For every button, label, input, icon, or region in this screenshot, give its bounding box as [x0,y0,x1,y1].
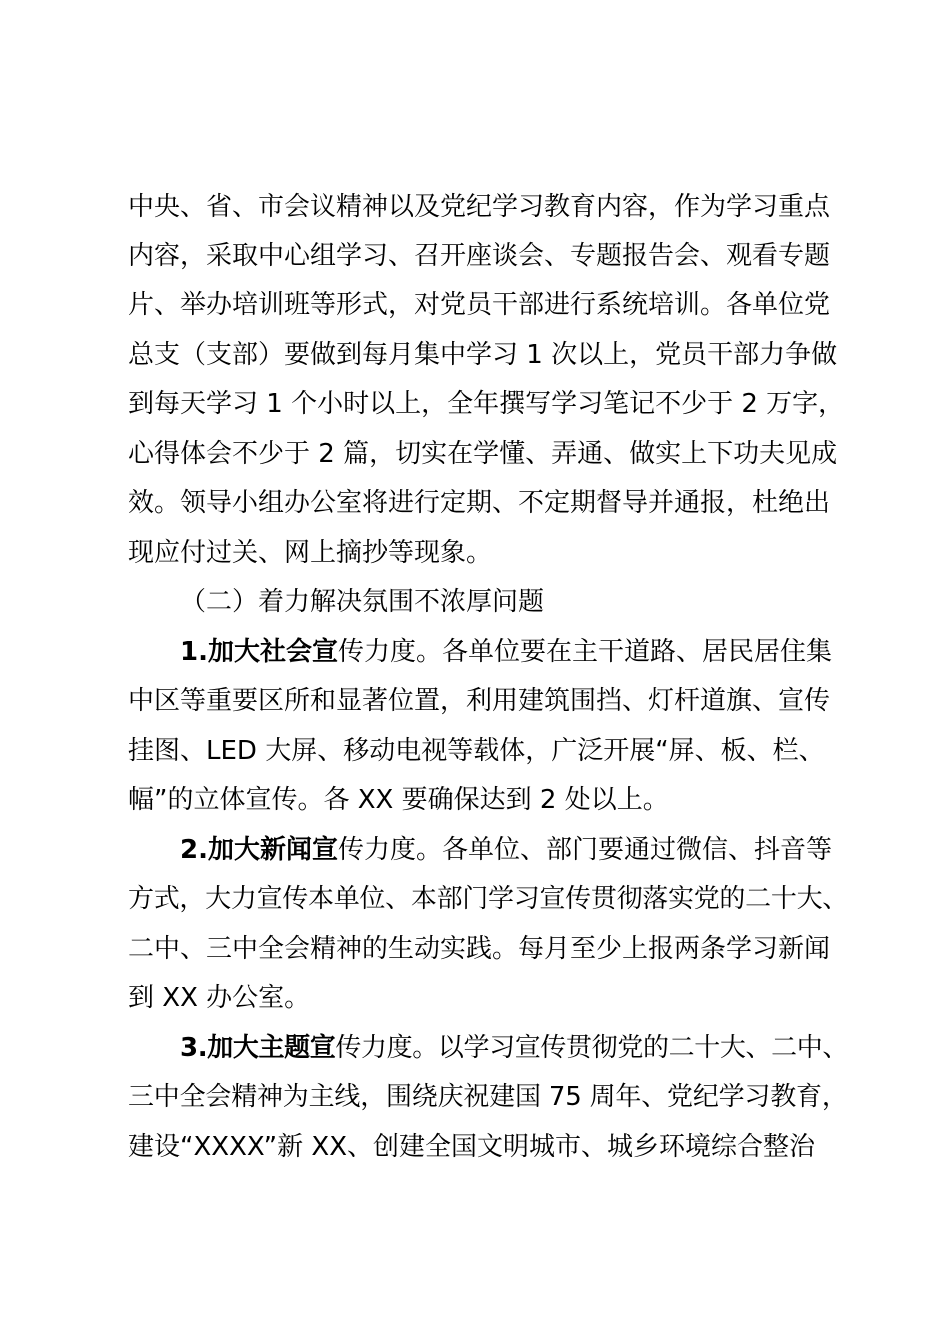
item-2-line-3: 二中、三中全会精神的生动实践。每月至少上报两条学习新闻 [128,934,831,964]
paragraph-line-5: 到每天学习 1 个小时以上，全年撰写学习笔记不少于 2 万字， [128,389,845,419]
item-1-first-line [180,635,848,669]
paragraph-line-3: 片、举办培训班等形式，对党员干部进行系统培训。各单位党 [128,290,831,320]
item-2-first-line [180,833,848,867]
item-3-rest: 传力度。以学习宣传贯彻党的二十大、二中、 [335,1033,848,1063]
item-3-line-2: 三中全会精神为主线，围绕庆祝建国 75 周年、党纪学习教育， [128,1082,848,1112]
item-3-line-3: 建设“XXXX”新 XX、创建全国文明城市、城乡环境综合整治 [128,1132,816,1162]
paragraph-line-7: 效。领导小组办公室将进行定期、不定期督导并通报，杜绝出 [128,488,831,518]
item-1-line-4: 幅”的立体宣传。各 XX 要确保达到 2 处以上。 [128,785,669,815]
item-2-lead: 2.加大新闻宣 [180,835,338,865]
paragraph-line-6: 心得体会不少于 2 篇，切实在学懂、弄通、做实上下功夫见成 [128,439,838,469]
paragraph-line-4: 总支（支部）要做到每月集中学习 1 次以上，党员干部力争做 [128,340,838,370]
paragraph-line-2: 内容，采取中心组学习、召开座谈会、专题报告会、观看专题 [128,241,831,271]
paragraph-line-8: 现应付过关、网上摘抄等现象。 [128,538,493,568]
item-2-line-4: 到 XX 办公室。 [128,983,311,1013]
item-1-rest: 传力度。各单位要在主干道路、居民居住集 [337,637,832,667]
item-1-line-3: 挂图、LED 大屏、移动电视等载体，广泛开展“屏、板、栏、 [128,736,825,766]
item-3-first-line [180,1031,848,1065]
item-3-lead: 3.加大主题宣 [180,1033,336,1063]
item-2-rest: 传力度。各单位、部门要通过微信、抖音等 [337,835,832,865]
item-1-line-2: 中区等重要区所和显著位置，利用建筑围挡、灯杆道旗、宣传 [128,686,831,716]
section-heading: （二）着力解决氛围不浓厚问题 [180,587,545,617]
item-1-lead: 1.加大社会宣 [180,637,338,667]
item-2-line-2: 方式，大力宣传本单位、本部门学习宣传贯彻落实党的二十大、 [128,884,849,914]
paragraph-line-1: 中央、省、市会议精神以及党纪学习教育内容，作为学习重点 [128,192,831,222]
